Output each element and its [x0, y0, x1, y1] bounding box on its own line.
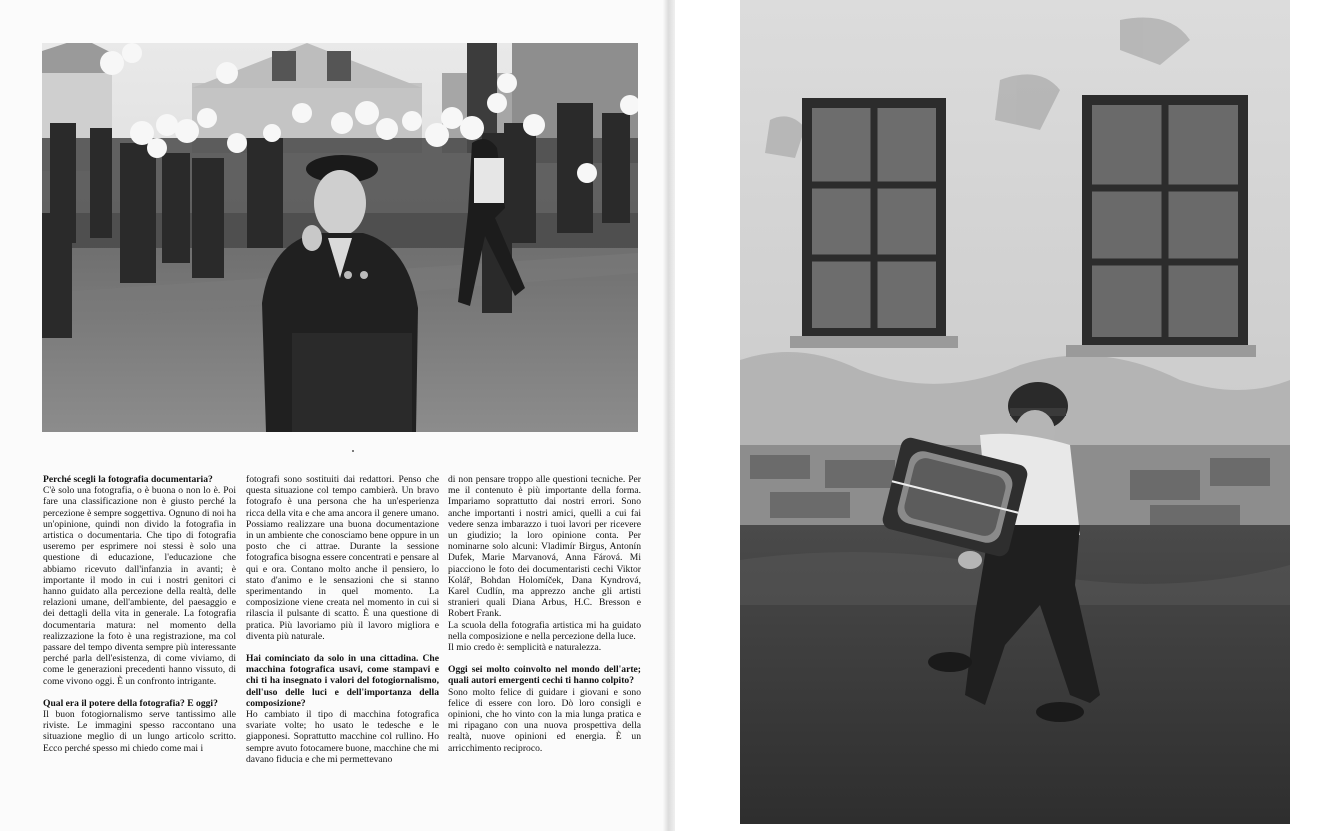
page-mark	[352, 450, 354, 452]
text-column-2	[246, 474, 439, 765]
interview-question: Hai cominciato da solo in una cittadina. Che macchina fotografica usavi, come stampavi e chi ti ha insegnato i valori del fotogiornalismo, dell'uso delle luci e dell'importanza della composizione?	[246, 653, 439, 709]
interview-question: Perché scegli la fotografia documentaria?	[43, 474, 213, 485]
text-column-3	[448, 474, 641, 754]
interview-question: Qual era il potere della fotografia? E oggi?	[43, 697, 218, 709]
interview-answer: Il mio credo è: semplicità e naturalezza.	[448, 642, 602, 654]
photo-man-carrying-television	[740, 0, 1290, 824]
text-column-1	[43, 474, 236, 754]
interview-answer: La scuola della fotografia artistica mi ha guidato nella composizione e nella percezione della luce.	[448, 619, 641, 642]
page-gutter	[663, 0, 675, 831]
photo-crowd-balloons-icon	[42, 43, 638, 432]
interview-question: Oggi sei molto coinvolto nel mondo dell'arte; quali autori emergenti cechi ti hanno colpito?	[448, 664, 641, 687]
interview-answer: Ho cambiato il tipo di macchina fotografica svariate volte; ho usato le tedesche e le giapponesi. Soprattutto macchine col rullino. Ho sempre avuto fotocamere buone, macchine che mi davano fiducia e che mi permettevano	[246, 709, 439, 765]
interview-answer: C'è solo una fotografia, o è buona o non lo è. Poi fare una classificazione non è giusto perché la percezione è sempre soggettiva. Ognuno di noi ha un'opinione, quindi non divido la fotografia in artistica o documentaria. Che tipo di fotografia useremo per esprimere noi stessi è solo una questione di educazione, l'educazione che abbiamo ricevuto dall'infanzia in avanti; è importante il modo in cui i nostri genitori ci hanno guidato alla percezione della realtà, delle relazioni umane, dell'ambiente, del paesaggio e dei dettagli della vita in generale. La fotografia documentaria matura: nel momento della realizzazione la foto è una registrazione, ma col passare del tempo diventa sempre più interessante perché parla dell'esistenza, di come viviamo, di come le generazioni precedenti hanno vissuto, di come vivono oggi. È un confronto intrigante.	[43, 485, 236, 687]
photo-crowd-balloons	[42, 43, 638, 432]
interview-answer: di non pensare troppo alle questioni tecniche. Per me il contenuto è più importante della forma. Impariamo soprattutto dai nostri errori. Sono anche importanti i nostri amici, quelli a cui fai vedere senza imbarazzo i tuoi lavori per ricevere un giudizio; la loro opinione conta. Per nominarne solo alcuni: Vladimír Birgus, Antonín Dufek, Marie Marvanová, Anna Fárová. Mi piacciono le foto dei documentaristi cechi Viktor Kolář, Bohdan Holomíček, Dana Kyndrová, Karel Cudlín, ma apprezzo anche gli artisti stranieri quali Diana Arbus, H.C. Bresson e Robert Frank.	[448, 474, 641, 620]
interview-answer: fotografi sono sostituiti dai redattori. Penso che questa situazione col tempo cambierà. Un bravo fotografo è una persona che ha un'esperienza ricca della vita e che ama ancora il genere umano. Possiamo realizzare una buona documentazione in un ambiente che conosciamo bene oppure in un posto che ci attrae. Durante la sessione fotografica bisogna essere concentrati e pensare al qui e ora. Contano molto anche il pensiero, lo stato d'animo e le sensazioni che si stanno sperimentando in quel momento. La composizione viene creata nel momento in cui si rilascia il pulsante di scatto. È una questione di pratica. Più lavoriamo più il lavoro migliora e diventa più naturale.	[246, 474, 439, 642]
interview-answer: Il buon fotogiornalismo serve tantissimo alle riviste. Le immagini spesso raccontano una situazione meglio di un lungo articolo scritto. Ecco perché spesso mi chiedo come mai i	[43, 709, 236, 754]
interview-answer: Sono molto felice di guidare i giovani e sono felice di essere con loro. Dò loro consigli e opinioni, che ho vinto con la mia lunga pratica e mi ripagano con una nuova prospettiva della realtà, nuove opinioni ed energia. È un arricchimento reciproco.	[448, 686, 641, 754]
photo-man-carrying-television-icon	[740, 0, 1290, 824]
